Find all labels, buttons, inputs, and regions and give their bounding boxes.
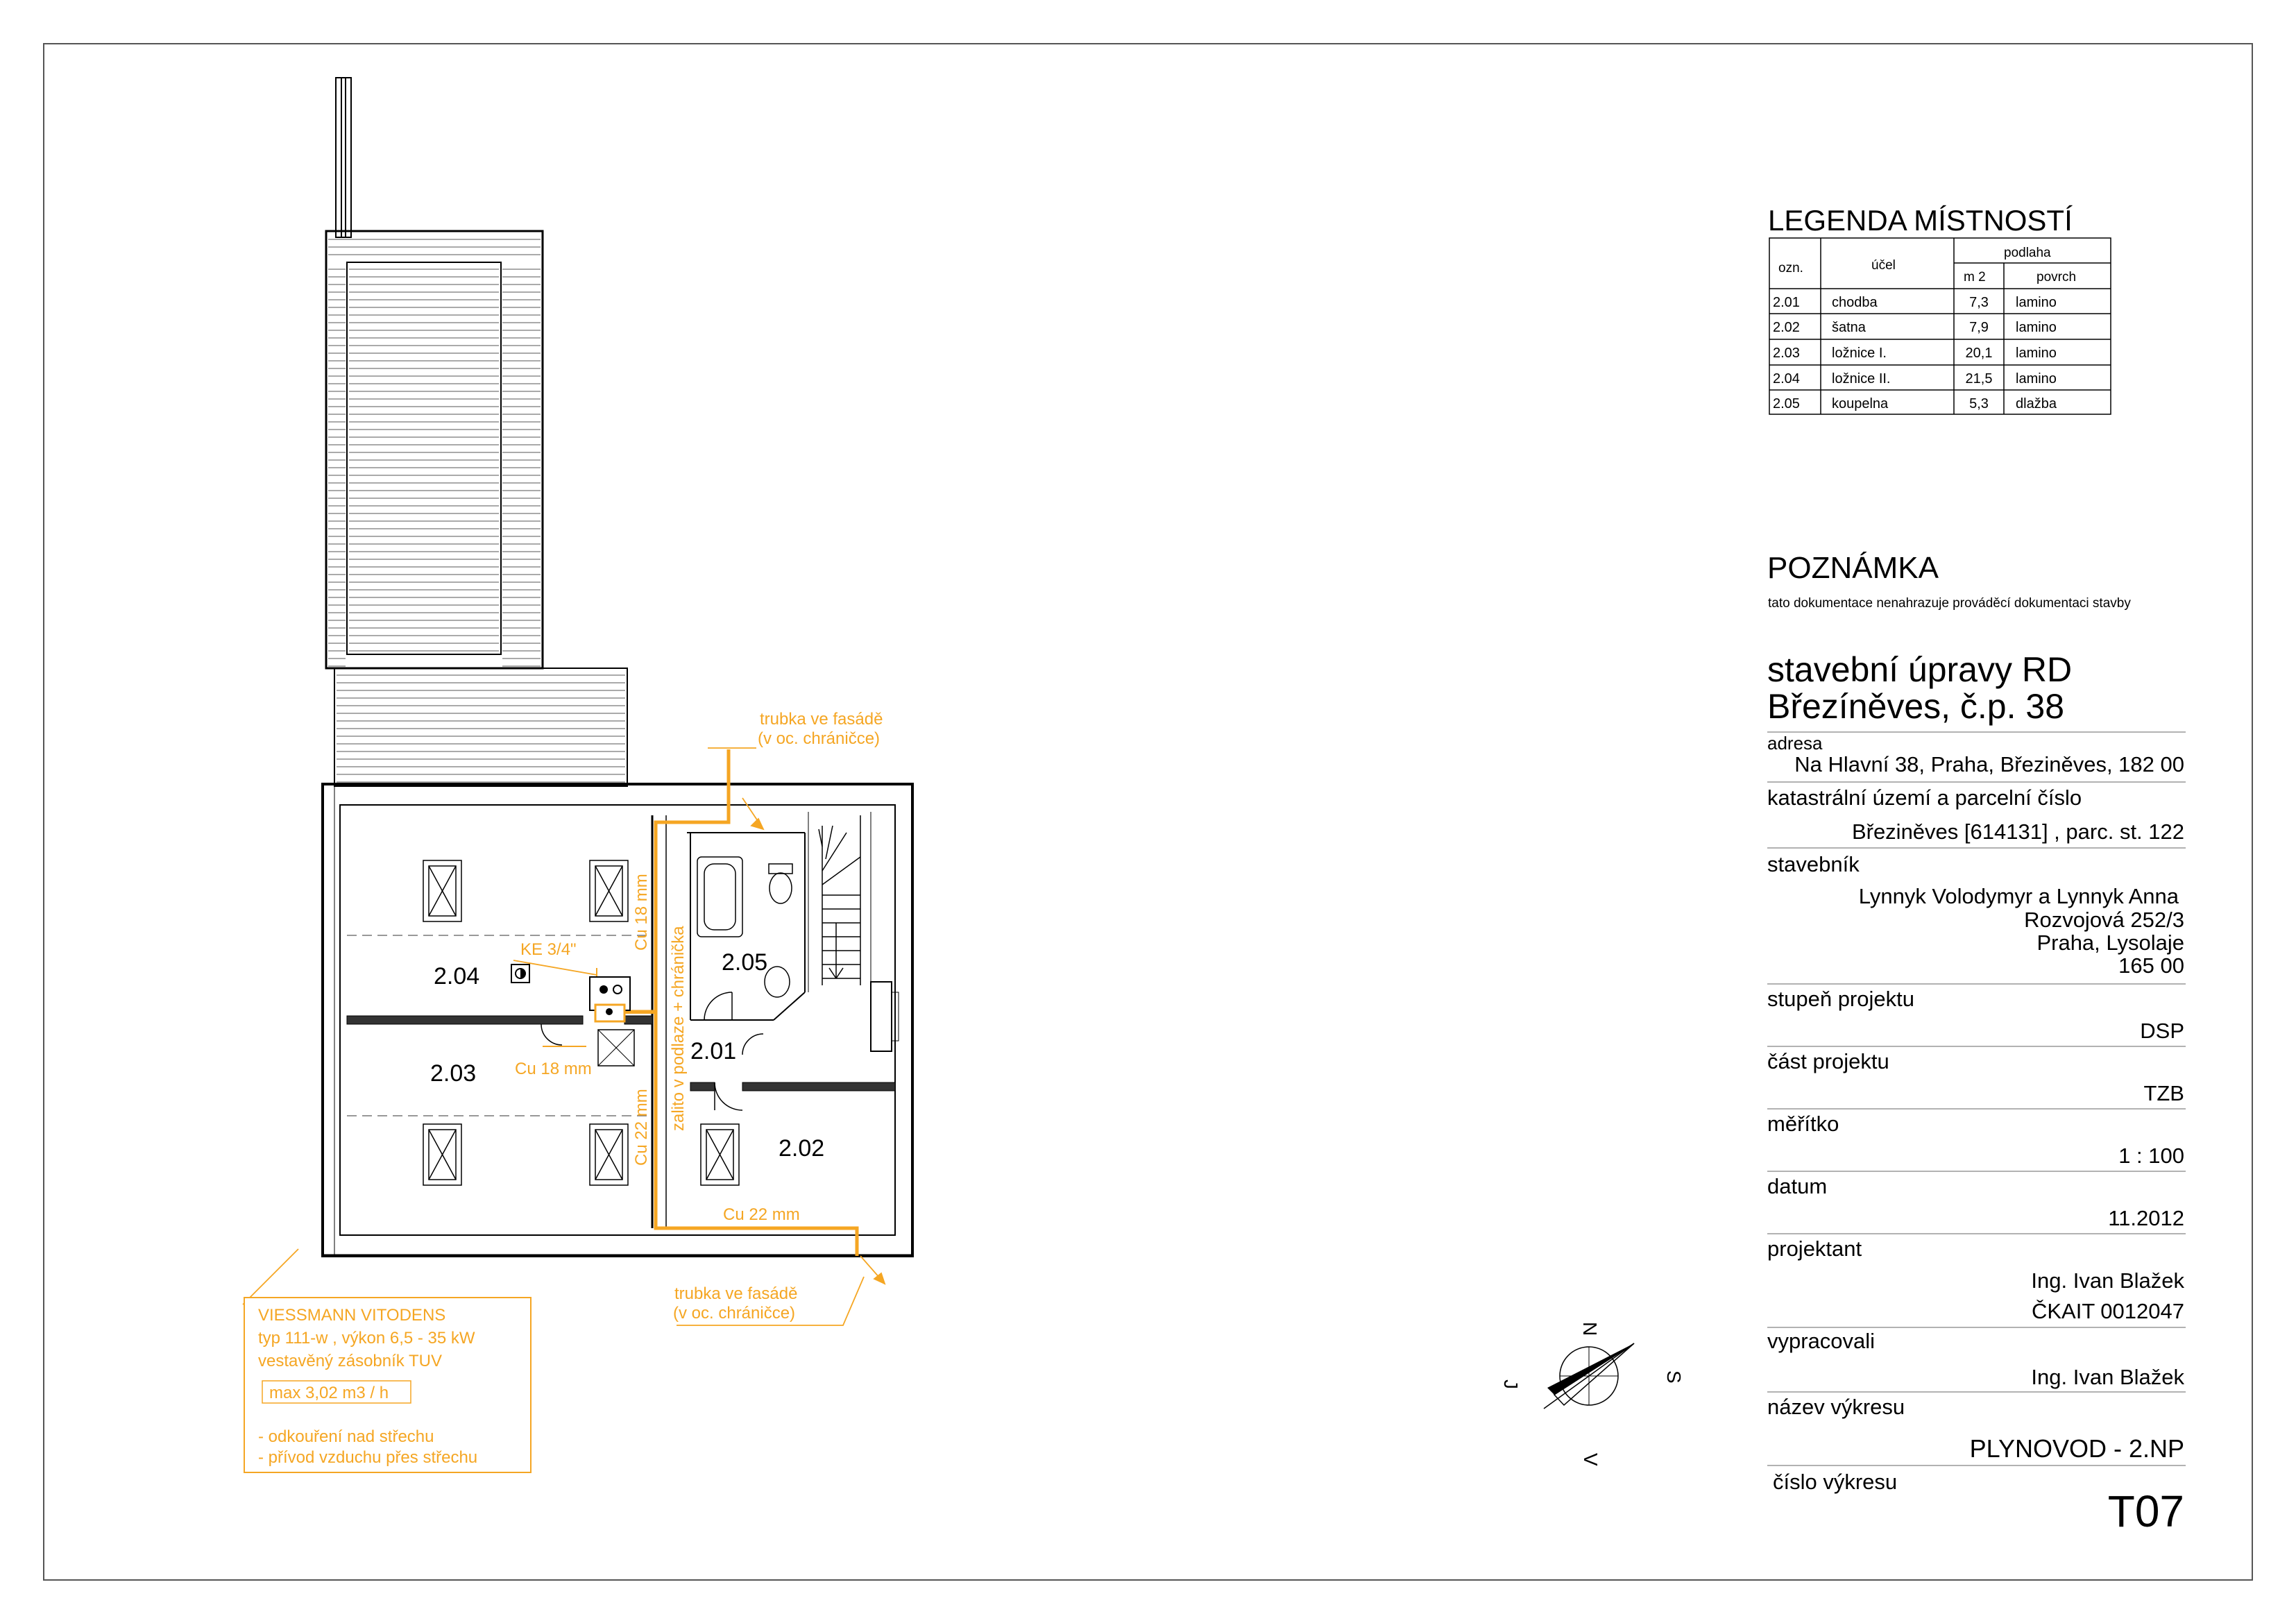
builder-line-3: Praha, Lysolaje xyxy=(2036,931,2184,955)
stage-value: DSP xyxy=(2140,1019,2184,1043)
room-label-2-04: 2.04 xyxy=(434,963,480,989)
roof-lines xyxy=(347,935,652,1116)
part-label: část projektu xyxy=(1767,1049,1889,1073)
stair-line xyxy=(836,968,843,978)
prepared-label: vypracovali xyxy=(1767,1329,1876,1353)
cu22-vertical-label: Cu 22 mm xyxy=(632,1089,651,1166)
chimney xyxy=(336,78,351,237)
legend-header-area: m 2 xyxy=(1964,270,1986,284)
date-value: 11.2012 xyxy=(2108,1206,2184,1230)
stair-line xyxy=(826,826,833,859)
legend-cell-id: 2.02 xyxy=(1773,320,1800,335)
boiler-note-1: - odkouření nad střechu xyxy=(258,1427,434,1446)
embedded-pipe-label: zalito v podlaze + chránička xyxy=(669,926,688,1131)
note-text: tato dokumentace nenahrazuje prováděcí dokumentaci stavby xyxy=(1768,596,2131,611)
boiler-max-flow: max 3,02 m3 / h xyxy=(269,1384,389,1402)
scale-value: 1 : 100 xyxy=(2118,1144,2184,1168)
drawing-number-label: číslo výkresu xyxy=(1773,1470,1898,1494)
legend-header-surface: povrch xyxy=(2036,270,2077,284)
pipe-note-top-2: (v oc. chráničce) xyxy=(758,729,881,748)
cu18-vertical-label: Cu 18 mm xyxy=(632,874,651,951)
cadastre-label: katastrální území a parcelní číslo xyxy=(1767,785,2082,810)
part-value: TZB xyxy=(2143,1081,2184,1105)
legend-cell-id: 2.04 xyxy=(1773,371,1800,386)
leader-lines xyxy=(243,748,885,1325)
legend-header-id: ozn. xyxy=(1778,261,1803,275)
pipe-note-top-1: trubka ve fasádě xyxy=(760,710,883,729)
legend-cell-id: 2.01 xyxy=(1773,295,1800,310)
pipe-note-bottom-1: trubka ve fasádě xyxy=(674,1284,798,1303)
bathroom-fixtures xyxy=(697,857,792,997)
compass-east: V xyxy=(1580,1453,1601,1466)
compass-west: J xyxy=(1500,1379,1522,1389)
floor-plan xyxy=(243,78,912,1472)
room-legend xyxy=(1768,204,2111,414)
compass xyxy=(1500,1322,1685,1466)
pipe-note-bottom-2: (v oc. chráničce) xyxy=(673,1304,796,1323)
legend-cell-area: 21,5 xyxy=(1965,371,1993,386)
gas-meter-box xyxy=(511,965,529,983)
staircase xyxy=(819,815,860,985)
legend-cell-area: 7,3 xyxy=(1969,295,1989,310)
title-block xyxy=(1767,650,2186,1536)
legend-cell-area: 5,3 xyxy=(1969,396,1989,411)
address-value: Na Hlavní 38, Praha, Březiněves, 182 00 xyxy=(1794,752,2184,776)
scale-label: měřítko xyxy=(1767,1112,1839,1136)
builder-line-4: 165 00 xyxy=(2118,953,2184,978)
room-label-2-02: 2.02 xyxy=(779,1135,825,1162)
designer-label: projektant xyxy=(1767,1237,1862,1261)
cadastre-value: Březiněves [614131] , parc. st. 122 xyxy=(1851,819,2184,844)
address-label: adresa xyxy=(1767,733,1823,754)
boiler-info-box xyxy=(244,1298,531,1472)
room-label-2-05: 2.05 xyxy=(722,949,768,976)
project-title-line-2: Březíněves, č.p. 38 xyxy=(1767,687,2065,726)
drawing-name-value: PLYNOVOD - 2.NP xyxy=(1969,1434,2184,1463)
legend-cell-id: 2.03 xyxy=(1773,346,1800,361)
stage-label: stupeň projektu xyxy=(1767,987,1914,1011)
note-block xyxy=(1767,551,2131,611)
room-label-2-03: 2.03 xyxy=(430,1060,477,1087)
boiler-line-2: typ 111-w , výkon 6,5 - 35 kW xyxy=(258,1329,475,1348)
legend-cell-use: koupelna xyxy=(1832,396,1889,411)
legend-cell-surface: lamino xyxy=(2016,320,2057,335)
legend-cell-use: ložnice I. xyxy=(1832,346,1887,361)
drawing-number-value: T07 xyxy=(2107,1486,2184,1536)
ke-label: KE 3/4" xyxy=(520,940,577,959)
legend-cell-use: ložnice II. xyxy=(1832,371,1891,386)
builder-line-2: Rozvojová 252/3 xyxy=(2024,908,2184,932)
legend-cell-use: šatna xyxy=(1832,320,1866,335)
legend-title: LEGENDA MÍSTNOSTÍ xyxy=(1768,204,2073,237)
boiler-note-2: - přívod vzduchu přes střechu xyxy=(258,1448,478,1467)
boiler-line-1: VIESSMANN VITODENS xyxy=(258,1306,446,1325)
legend-cell-surface: dlažba xyxy=(2016,396,2057,411)
project-title-line-1: stavební úpravy RD xyxy=(1767,650,2073,689)
prepared-value: Ing. Ivan Blažek xyxy=(2031,1365,2184,1389)
boiler-line-3: vestavěný zásobník TUV xyxy=(258,1352,443,1370)
builder-label: stavebník xyxy=(1767,852,1860,876)
stair-line xyxy=(822,833,847,871)
date-label: datum xyxy=(1767,1174,1828,1198)
compass-south: S xyxy=(1663,1370,1685,1384)
designer-value: Ing. Ivan Blažek xyxy=(2031,1268,2184,1293)
legend-header-use: účel xyxy=(1871,258,1896,273)
cu22-horizontal-label: Cu 22 mm xyxy=(723,1205,800,1224)
compass-north: N xyxy=(1579,1322,1601,1336)
note-title: POZNÁMKA xyxy=(1767,551,1939,585)
builder-line-1: Lynnyk Volodymyr a Lynnyk Anna xyxy=(1858,884,2179,908)
legend-cell-surface: lamino xyxy=(2016,295,2057,310)
legend-cell-id: 2.05 xyxy=(1773,396,1800,411)
legend-cell-use: chodba xyxy=(1832,295,1878,310)
legend-cell-surface: lamino xyxy=(2016,346,2057,361)
room-label-2-01: 2.01 xyxy=(690,1038,737,1064)
legend-cell-area: 20,1 xyxy=(1965,346,1993,361)
roof-terrace xyxy=(326,231,627,786)
drawing-name-label: název výkresu xyxy=(1767,1395,1905,1419)
designer-id: ČKAIT 0012047 xyxy=(2031,1299,2184,1323)
legend-header-floor: podlaha xyxy=(2004,246,2051,260)
stair-line xyxy=(829,968,836,978)
gas-pipe xyxy=(624,749,857,1256)
cu18-horizontal-label: Cu 18 mm xyxy=(515,1060,592,1078)
legend-cell-area: 7,9 xyxy=(1969,320,1989,335)
legend-cell-surface: lamino xyxy=(2016,371,2057,386)
